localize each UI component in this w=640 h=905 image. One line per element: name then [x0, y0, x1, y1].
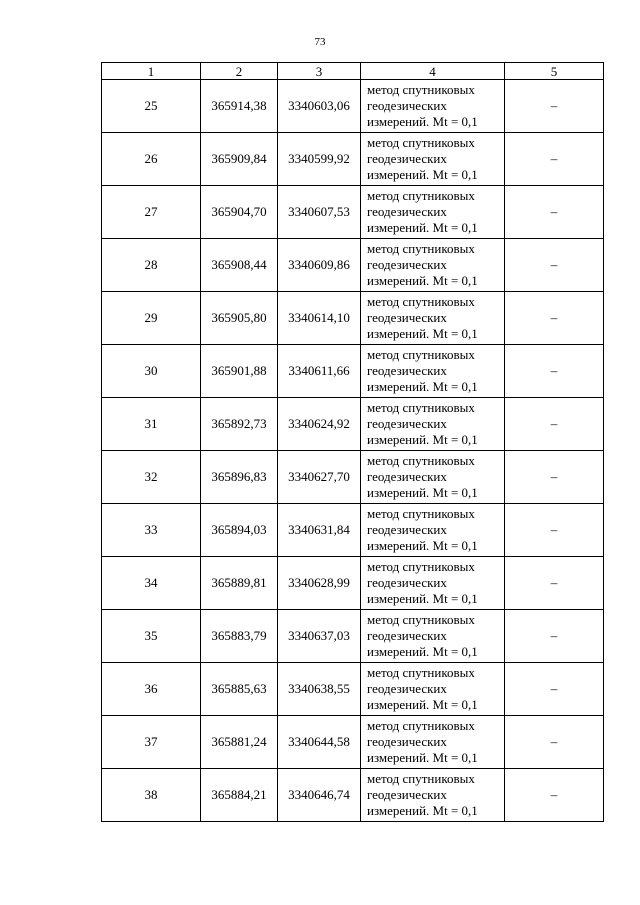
method-cell [361, 451, 505, 504]
column-header-1: 1 [102, 63, 201, 80]
method-text-line: метод спутниковых [367, 612, 475, 627]
table-row [102, 292, 604, 345]
method-text-line: геодезических [367, 469, 447, 484]
method-text-line: геодезических [367, 204, 447, 219]
method-text-line: измерений. Mt = 0,1 [367, 538, 478, 553]
point-number-cell: 26 [102, 133, 201, 186]
method-cell [361, 345, 505, 398]
column-5-cell: – [505, 186, 604, 239]
y-coordinate-cell: 3340637,03 [278, 610, 361, 663]
column-5-cell: – [505, 504, 604, 557]
column-5-cell: – [505, 769, 604, 822]
point-number-cell: 27 [102, 186, 201, 239]
method-text-line: измерений. Mt = 0,1 [367, 803, 478, 818]
x-coordinate-cell: 365901,88 [201, 345, 278, 398]
method-text-line: метод спутниковых [367, 665, 475, 680]
method-text-line: метод спутниковых [367, 400, 475, 415]
y-coordinate-cell: 3340638,55 [278, 663, 361, 716]
x-coordinate-cell: 365904,70 [201, 186, 278, 239]
method-text-line: измерений. Mt = 0,1 [367, 220, 478, 235]
x-coordinate-cell: 365905,80 [201, 292, 278, 345]
point-number-cell: 38 [102, 769, 201, 822]
method-text-line: измерений. Mt = 0,1 [367, 697, 478, 712]
point-number-cell: 32 [102, 451, 201, 504]
x-coordinate-cell: 365892,73 [201, 398, 278, 451]
point-number-cell: 28 [102, 239, 201, 292]
x-coordinate-cell: 365914,38 [201, 80, 278, 133]
column-header-5: 5 [505, 63, 604, 80]
x-coordinate-cell: 365881,24 [201, 716, 278, 769]
page-number: 73 [314, 36, 326, 48]
point-number-cell: 31 [102, 398, 201, 451]
method-text-line: метод спутниковых [367, 559, 475, 574]
method-text-line: геодезических [367, 151, 447, 166]
table-row [102, 345, 604, 398]
method-text-line: измерений. Mt = 0,1 [367, 326, 478, 341]
method-text-line: измерений. Mt = 0,1 [367, 432, 478, 447]
x-coordinate-cell: 365889,81 [201, 557, 278, 610]
column-5-cell: – [505, 398, 604, 451]
method-text-line: метод спутниковых [367, 188, 475, 203]
point-number-cell: 33 [102, 504, 201, 557]
column-5-cell: – [505, 610, 604, 663]
x-coordinate-cell: 365884,21 [201, 769, 278, 822]
table-row [102, 557, 604, 610]
column-5-cell: – [505, 716, 604, 769]
table-row [102, 451, 604, 504]
coordinates-table [101, 62, 604, 822]
y-coordinate-cell: 3340614,10 [278, 292, 361, 345]
method-text-line: геодезических [367, 416, 447, 431]
y-coordinate-cell: 3340609,86 [278, 239, 361, 292]
x-coordinate-cell: 365883,79 [201, 610, 278, 663]
method-text-line: метод спутниковых [367, 347, 475, 362]
y-coordinate-cell: 3340644,58 [278, 716, 361, 769]
column-5-cell: – [505, 345, 604, 398]
method-cell [361, 663, 505, 716]
table-row [102, 504, 604, 557]
method-text-line: измерений. Mt = 0,1 [367, 114, 478, 129]
method-cell [361, 557, 505, 610]
point-number-cell: 30 [102, 345, 201, 398]
method-text-line: метод спутниковых [367, 718, 475, 733]
method-cell [361, 504, 505, 557]
table-row [102, 663, 604, 716]
method-text-line: измерений. Mt = 0,1 [367, 167, 478, 182]
point-number-cell: 34 [102, 557, 201, 610]
table-row [102, 133, 604, 186]
x-coordinate-cell: 365909,84 [201, 133, 278, 186]
method-cell [361, 80, 505, 133]
x-coordinate-cell: 365885,63 [201, 663, 278, 716]
y-coordinate-cell: 3340603,06 [278, 80, 361, 133]
point-number-cell: 29 [102, 292, 201, 345]
method-text-line: геодезических [367, 575, 447, 590]
method-cell [361, 610, 505, 663]
column-5-cell: – [505, 663, 604, 716]
table-body [102, 80, 604, 822]
method-cell [361, 186, 505, 239]
point-number-cell: 35 [102, 610, 201, 663]
method-cell [361, 769, 505, 822]
table-row [102, 239, 604, 292]
method-text-line: метод спутниковых [367, 294, 475, 309]
method-text-line: измерений. Mt = 0,1 [367, 379, 478, 394]
method-text-line: геодезических [367, 363, 447, 378]
x-coordinate-cell: 365894,03 [201, 504, 278, 557]
column-header-4: 4 [361, 63, 505, 80]
y-coordinate-cell: 3340628,99 [278, 557, 361, 610]
y-coordinate-cell: 3340646,74 [278, 769, 361, 822]
column-5-cell: – [505, 133, 604, 186]
method-cell [361, 716, 505, 769]
method-text-line: геодезических [367, 257, 447, 272]
y-coordinate-cell: 3340611,66 [278, 345, 361, 398]
method-text-line: метод спутниковых [367, 453, 475, 468]
method-text-line: измерений. Mt = 0,1 [367, 273, 478, 288]
method-text-line: геодезических [367, 628, 447, 643]
point-number-cell: 36 [102, 663, 201, 716]
table-row [102, 80, 604, 133]
y-coordinate-cell: 3340631,84 [278, 504, 361, 557]
column-header-3: 3 [278, 63, 361, 80]
method-cell [361, 398, 505, 451]
method-text-line: метод спутниковых [367, 771, 475, 786]
method-text-line: метод спутниковых [367, 135, 475, 150]
method-text-line: метод спутниковых [367, 506, 475, 521]
method-text-line: измерений. Mt = 0,1 [367, 591, 478, 606]
table-row [102, 186, 604, 239]
point-number-cell: 25 [102, 80, 201, 133]
point-number-cell: 37 [102, 716, 201, 769]
method-cell [361, 292, 505, 345]
method-text-line: геодезических [367, 681, 447, 696]
table-header-row [102, 63, 604, 80]
method-text-line: геодезических [367, 787, 447, 802]
method-text-line: измерений. Mt = 0,1 [367, 644, 478, 659]
y-coordinate-cell: 3340624,92 [278, 398, 361, 451]
method-text-line: геодезических [367, 310, 447, 325]
y-coordinate-cell: 3340607,53 [278, 186, 361, 239]
column-5-cell: – [505, 292, 604, 345]
x-coordinate-cell: 365908,44 [201, 239, 278, 292]
table-row [102, 769, 604, 822]
method-text-line: измерений. Mt = 0,1 [367, 485, 478, 500]
method-cell [361, 239, 505, 292]
table-row [102, 610, 604, 663]
method-text-line: геодезических [367, 734, 447, 749]
method-text-line: геодезических [367, 98, 447, 113]
x-coordinate-cell: 365896,83 [201, 451, 278, 504]
column-5-cell: – [505, 80, 604, 133]
column-5-cell: – [505, 451, 604, 504]
table-row [102, 716, 604, 769]
method-text-line: метод спутниковых [367, 82, 475, 97]
y-coordinate-cell: 3340599,92 [278, 133, 361, 186]
y-coordinate-cell: 3340627,70 [278, 451, 361, 504]
method-text-line: измерений. Mt = 0,1 [367, 750, 478, 765]
column-5-cell: – [505, 557, 604, 610]
method-text-line: метод спутниковых [367, 241, 475, 256]
table-row [102, 398, 604, 451]
column-header-2: 2 [201, 63, 278, 80]
column-5-cell: – [505, 239, 604, 292]
method-text-line: геодезических [367, 522, 447, 537]
method-cell [361, 133, 505, 186]
